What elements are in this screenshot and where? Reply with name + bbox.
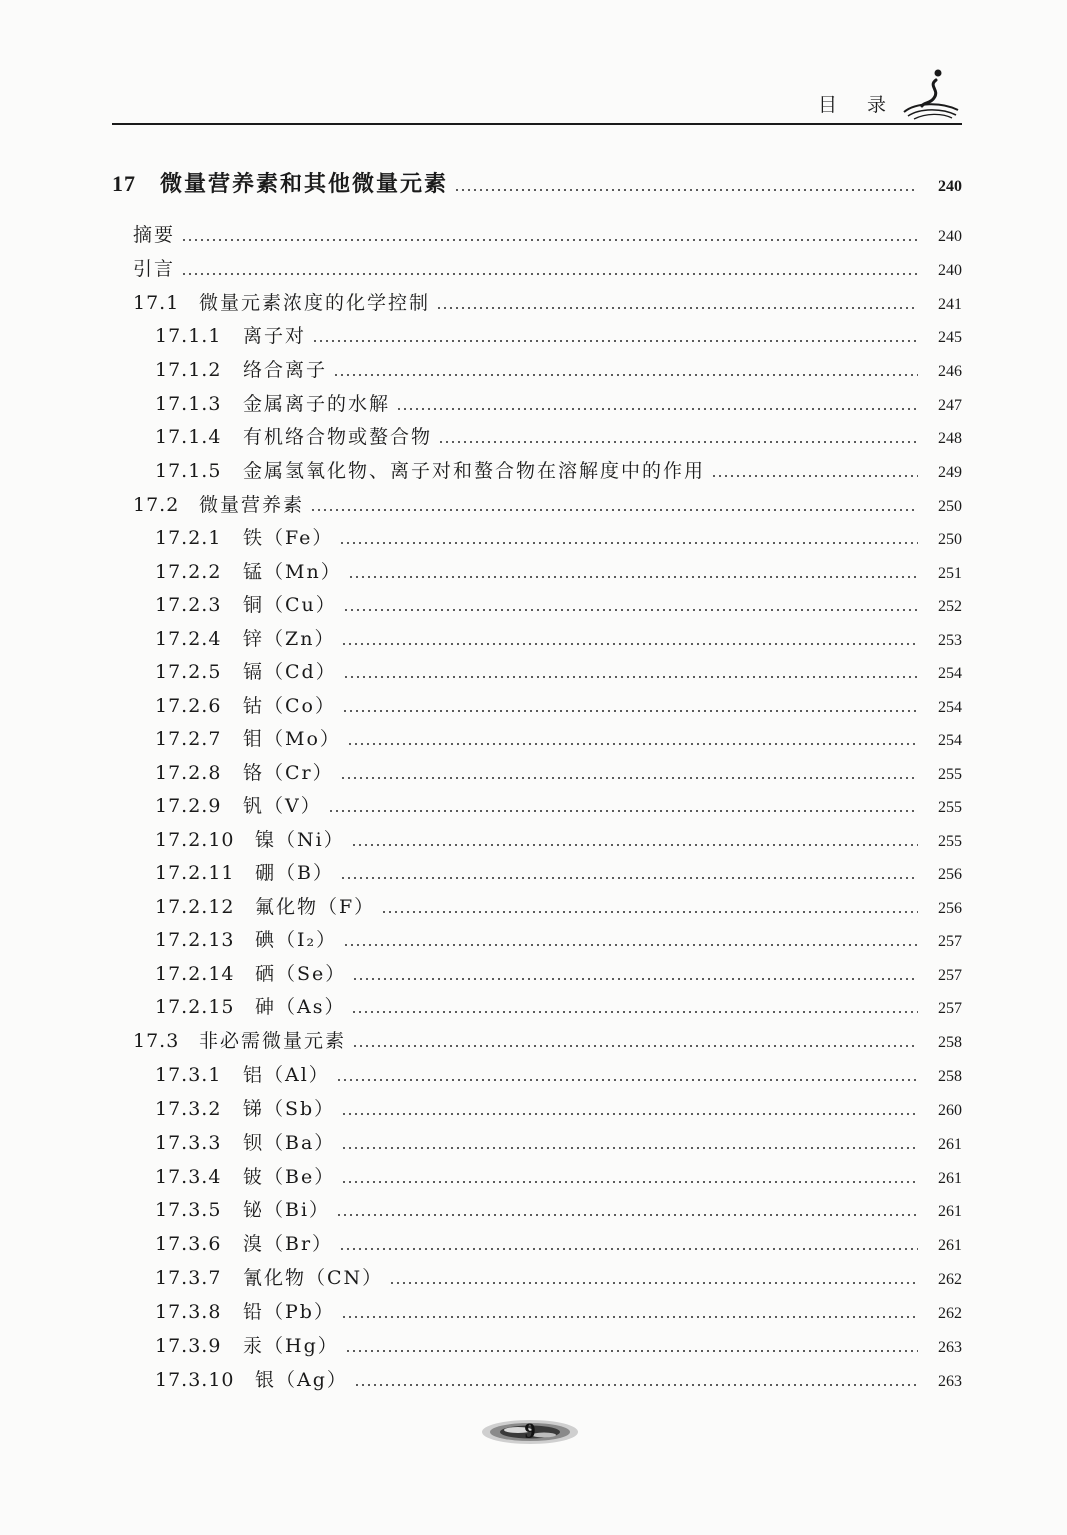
- subsection-title: 碘（I₂）: [255, 929, 338, 951]
- section-page: 241: [938, 296, 962, 313]
- subsection-number: 17.3.5: [155, 1199, 222, 1221]
- subsection-page: 257: [938, 967, 962, 984]
- subsection-title: 金属离子的水解: [243, 393, 391, 415]
- dot-leader: [343, 944, 918, 946]
- subsection-title: 汞（Hg）: [243, 1335, 339, 1357]
- dot-leader: [339, 542, 918, 544]
- toc-subsection-entry[interactable]: [155, 1197, 962, 1225]
- dot-leader: [340, 877, 918, 879]
- toc-subsection-entry[interactable]: [155, 1096, 962, 1124]
- dot-leader: [381, 911, 918, 913]
- subsection-page: 262: [938, 1305, 962, 1322]
- toc-chapter-entry[interactable]: [112, 171, 962, 200]
- dot-leader: [351, 844, 918, 846]
- chapter-title: 微量营养素和其他微量元素: [160, 172, 449, 197]
- dot-leader: [310, 509, 918, 511]
- section-number: 17.2: [133, 494, 180, 516]
- subsection-number: 17.2.12: [155, 896, 235, 918]
- entry-title: 摘要: [133, 224, 176, 246]
- toc-subsection-entry[interactable]: [155, 693, 962, 721]
- dot-leader: [438, 441, 918, 443]
- toc-subsection-entry[interactable]: [155, 525, 962, 553]
- dot-leader: [343, 609, 918, 611]
- dot-leader: [181, 239, 918, 241]
- dot-leader: [436, 307, 918, 309]
- toc-subsection-entry[interactable]: [155, 1367, 962, 1395]
- subsection-page: 261: [938, 1237, 962, 1254]
- toc-subsection-entry[interactable]: [155, 626, 962, 654]
- subsection-page: 257: [938, 1000, 962, 1017]
- subsection-title: 钡（Ba）: [243, 1132, 336, 1154]
- subsection-number: 17.2.2: [155, 561, 222, 583]
- subsection-number: 17.2.11: [155, 862, 235, 884]
- subsection-title: 锌（Zn）: [243, 628, 336, 650]
- subsection-title: 铅（Pb）: [243, 1301, 335, 1323]
- section-page: 258: [938, 1034, 962, 1051]
- toc-subsection-entry[interactable]: [155, 1265, 962, 1293]
- subsection-number: 17.2.8: [155, 762, 222, 784]
- subsection-page: 261: [938, 1203, 962, 1220]
- toc-subsection-entry[interactable]: [155, 1231, 962, 1259]
- dot-leader: [352, 978, 918, 980]
- toc-section-entry[interactable]: [133, 290, 962, 318]
- subsection-title: 锰（Mn）: [243, 561, 342, 583]
- toc-entry-abstract[interactable]: [133, 222, 962, 250]
- subsection-number: 17.3.8: [155, 1301, 222, 1323]
- subsection-number: 17.3.3: [155, 1132, 222, 1154]
- toc-subsection-entry[interactable]: [155, 1130, 962, 1158]
- subsection-page: 257: [938, 933, 962, 950]
- dot-leader: [348, 576, 918, 578]
- subsection-number: 17.2.6: [155, 695, 222, 717]
- toc-subsection-entry[interactable]: [155, 1299, 962, 1327]
- subsection-number: 17.3.4: [155, 1166, 222, 1188]
- subsection-number: 17.2.5: [155, 661, 222, 683]
- section-title: 非必需微量元素: [199, 1030, 347, 1052]
- subsection-title: 铝（Al）: [243, 1064, 330, 1086]
- subsection-title: 溴（Br）: [243, 1233, 334, 1255]
- subsection-number: 17.3.7: [155, 1267, 222, 1289]
- toc-subsection-entry[interactable]: [155, 1164, 962, 1192]
- dot-leader: [396, 408, 918, 410]
- subsection-title: 硼（B）: [255, 862, 334, 884]
- toc-subsection-entry[interactable]: [155, 760, 962, 788]
- subsection-page: 255: [938, 766, 962, 783]
- dot-leader: [345, 1350, 918, 1352]
- dot-leader: [181, 273, 918, 275]
- dot-leader: [333, 374, 918, 376]
- subsection-number: 17.1.4: [155, 426, 222, 448]
- toc-subsection-entry[interactable]: [155, 357, 962, 385]
- toc-subsection-entry[interactable]: [155, 1333, 962, 1361]
- section-title: 微量元素浓度的化学控制: [199, 292, 431, 314]
- subsection-page: 254: [938, 732, 962, 749]
- subsection-page: 256: [938, 866, 962, 883]
- subsection-number: 17.3.10: [155, 1369, 235, 1391]
- toc-section-entry[interactable]: [133, 492, 962, 520]
- subsection-page: 261: [938, 1136, 962, 1153]
- dot-leader: [336, 1079, 918, 1081]
- subsection-page: 248: [938, 430, 962, 447]
- subsection-number: 17.2.10: [155, 829, 235, 851]
- toc-subsection-entry[interactable]: [155, 559, 962, 587]
- subsection-number: 17.3.1: [155, 1064, 222, 1086]
- subsection-title: 镍（Ni）: [255, 829, 345, 851]
- dot-leader: [312, 340, 918, 342]
- subsection-number: 17.2.4: [155, 628, 222, 650]
- subsection-title: 钼（Mo）: [243, 728, 341, 750]
- subsection-page: 255: [938, 833, 962, 850]
- toc-section-entry[interactable]: [133, 1028, 962, 1056]
- toc-subsection-entry[interactable]: [155, 927, 962, 955]
- subsection-title: 银（Ag）: [255, 1369, 348, 1391]
- subsection-title: 钒（V）: [243, 795, 322, 817]
- section-title: 微量营养素: [199, 494, 305, 516]
- dot-leader: [354, 1384, 918, 1386]
- dot-leader: [339, 1248, 918, 1250]
- subsection-title: 金属氢氧化物、离子对和螯合物在溶解度中的作用: [243, 460, 706, 482]
- subsection-page: 250: [938, 531, 962, 548]
- subsection-page: 251: [938, 565, 962, 582]
- subsection-number: 17.2.13: [155, 929, 235, 951]
- toc-subsection-entry[interactable]: [155, 424, 962, 452]
- toc-subsection-entry[interactable]: [155, 793, 962, 821]
- subsection-number: 17.2.3: [155, 594, 222, 616]
- subsection-number: 17.2.14: [155, 963, 235, 985]
- toc-subsection-entry[interactable]: [155, 592, 962, 620]
- subsection-page: 262: [938, 1271, 962, 1288]
- dot-leader: [351, 1011, 918, 1013]
- page-number: 9: [524, 1418, 536, 1443]
- subsection-page: 245: [938, 329, 962, 346]
- dot-leader: [341, 1181, 918, 1183]
- toc-subsection-entry[interactable]: [155, 726, 962, 754]
- dot-leader: [352, 1045, 918, 1047]
- subsection-page: 261: [938, 1170, 962, 1187]
- subsection-title: 氰化物（CN）: [243, 1267, 384, 1289]
- entry-title: 引言: [133, 258, 176, 280]
- subsection-title: 铍（Be）: [243, 1166, 336, 1188]
- dot-leader: [389, 1282, 918, 1284]
- toc-subsection-entry[interactable]: [155, 323, 962, 351]
- subsection-page: 254: [938, 665, 962, 682]
- subsection-title: 氟化物（F）: [255, 896, 376, 918]
- toc-subsection-entry[interactable]: [155, 961, 962, 989]
- subsection-title: 钴（Co）: [243, 695, 336, 717]
- toc-subsection-entry[interactable]: [155, 458, 962, 486]
- dot-leader: [711, 475, 918, 477]
- subsection-number: 17.2.15: [155, 996, 235, 1018]
- dot-leader: [341, 1147, 918, 1149]
- subsection-title: 硒（Se）: [255, 963, 347, 985]
- toc-subsection-entry[interactable]: [155, 659, 962, 687]
- toc-subsection-entry[interactable]: [155, 1062, 962, 1090]
- subsection-number: 17.2.7: [155, 728, 222, 750]
- subsection-title: 镉（Cd）: [243, 661, 337, 683]
- subsection-title: 铋（Bi）: [243, 1199, 331, 1221]
- subsection-page: 263: [938, 1373, 962, 1390]
- header-title: 目录: [818, 94, 917, 116]
- subsection-number: 17.2.1: [155, 527, 222, 549]
- entry-page: 240: [938, 262, 962, 279]
- toc-subsection-entry[interactable]: [155, 994, 962, 1022]
- header-rule: [112, 123, 962, 125]
- ink-swirl-badge-icon: [478, 1410, 582, 1450]
- dot-leader: [340, 777, 918, 779]
- dot-leader: [341, 643, 918, 645]
- subsection-title: 铬（Cr）: [243, 762, 334, 784]
- subsection-page: 252: [938, 598, 962, 615]
- dot-leader: [341, 1113, 918, 1115]
- subsection-page: 260: [938, 1102, 962, 1119]
- section-number: 17.3: [133, 1030, 180, 1052]
- subsection-number: 17.1.5: [155, 460, 222, 482]
- dot-leader: [328, 810, 918, 812]
- subsection-title: 铁（Fe）: [243, 527, 334, 549]
- subsection-page: 258: [938, 1068, 962, 1085]
- subsection-page: 255: [938, 799, 962, 816]
- section-number: 17.1: [133, 292, 180, 314]
- subsection-title: 铜（Cu）: [243, 594, 337, 616]
- subsection-title: 砷（As）: [255, 996, 346, 1018]
- dot-leader: [342, 710, 918, 712]
- toc-subsection-entry[interactable]: [155, 827, 962, 855]
- subsection-number: 17.3.9: [155, 1335, 222, 1357]
- toc-subsection-entry[interactable]: [155, 391, 962, 419]
- subsection-page: 247: [938, 397, 962, 414]
- dot-leader: [347, 743, 918, 745]
- subsection-title: 络合离子: [243, 359, 328, 381]
- section-page: 250: [938, 498, 962, 515]
- subsection-number: 17.3.2: [155, 1098, 222, 1120]
- subsection-title: 锑（Sb）: [243, 1098, 336, 1120]
- ink-swirl-logo-icon: [898, 66, 964, 122]
- dot-leader: [454, 189, 918, 191]
- chapter-number: 17: [112, 171, 136, 196]
- dot-leader: [341, 1316, 918, 1318]
- subsection-number: 17.3.6: [155, 1233, 222, 1255]
- chapter-page: 240: [938, 178, 962, 195]
- subsection-page: 253: [938, 632, 962, 649]
- toc-subsection-entry[interactable]: [155, 894, 962, 922]
- subsection-page: 263: [938, 1339, 962, 1356]
- subsection-number: 17.1.1: [155, 325, 222, 347]
- toc-entry-introduction[interactable]: [133, 256, 962, 284]
- toc-subsection-entry[interactable]: [155, 860, 962, 888]
- subsection-page: 249: [938, 464, 962, 481]
- subsection-page: 246: [938, 363, 962, 380]
- entry-page: 240: [938, 228, 962, 245]
- dot-leader: [336, 1214, 918, 1216]
- subsection-number: 17.1.3: [155, 393, 222, 415]
- subsection-number: 17.1.2: [155, 359, 222, 381]
- subsection-title: 离子对: [243, 325, 307, 347]
- subsection-title: 有机络合物或螯合物: [243, 426, 433, 448]
- subsection-number: 17.2.9: [155, 795, 222, 817]
- dot-leader: [343, 676, 918, 678]
- subsection-page: 256: [938, 900, 962, 917]
- subsection-page: 254: [938, 699, 962, 716]
